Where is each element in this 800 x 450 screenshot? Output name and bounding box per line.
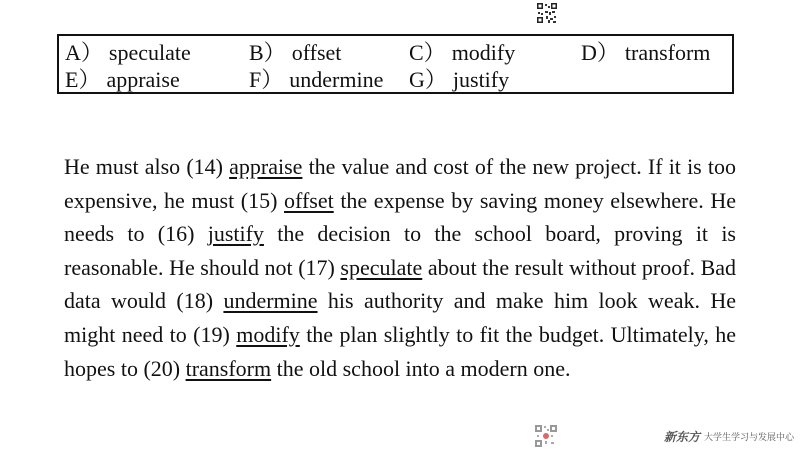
footer-caption: 大学生学习与发展中心: [704, 432, 795, 443]
answer-17: speculate: [340, 254, 423, 280]
option-word: undermine: [289, 67, 384, 92]
option-f: F） undermine: [249, 67, 384, 92]
option-word: modify: [451, 40, 516, 65]
option-d: D） transform: [581, 40, 711, 65]
brand-logo-text: 新东方: [664, 429, 701, 444]
answer-14: appraise: [229, 154, 303, 179]
qr-code-icon: [534, 424, 558, 448]
option-word: appraise: [106, 67, 180, 92]
qr-code-icon: [536, 2, 558, 24]
option-word: transform: [624, 40, 711, 65]
answer-16: justify: [207, 221, 264, 247]
answer-19: modify: [236, 321, 300, 347]
option-e: E） appraise: [65, 67, 180, 92]
passage-text: He must also (14) appraise the value and cost of the new project. If it is too expensive, he must (15) offset the expense by saving money elsewhere. He needs to (16) justify the decision to the school board, proving it is reasonable. He should not (17) speculate about the result without proof. Bad data would (18) undermine his authority and make him look weak. He might need to (19) modify the plan slightly to fit the budget. Ultimately, he hopes to (20) transform the old school into a modern one.: [64, 154, 737, 381]
word-bank-box: [57, 34, 734, 94]
option-word: speculate: [108, 40, 191, 65]
option-g: G） justify: [409, 67, 510, 92]
footer-logo: [664, 427, 794, 445]
answer-18: undermine: [223, 288, 318, 314]
option-word: justify: [452, 67, 510, 92]
option-c: C） modify: [409, 40, 516, 65]
option-a: A） speculate: [65, 40, 191, 65]
option-b: B） offset: [249, 40, 342, 65]
answer-20: transform: [185, 355, 272, 381]
answer-15: offset: [284, 187, 334, 213]
option-word: offset: [291, 40, 342, 65]
